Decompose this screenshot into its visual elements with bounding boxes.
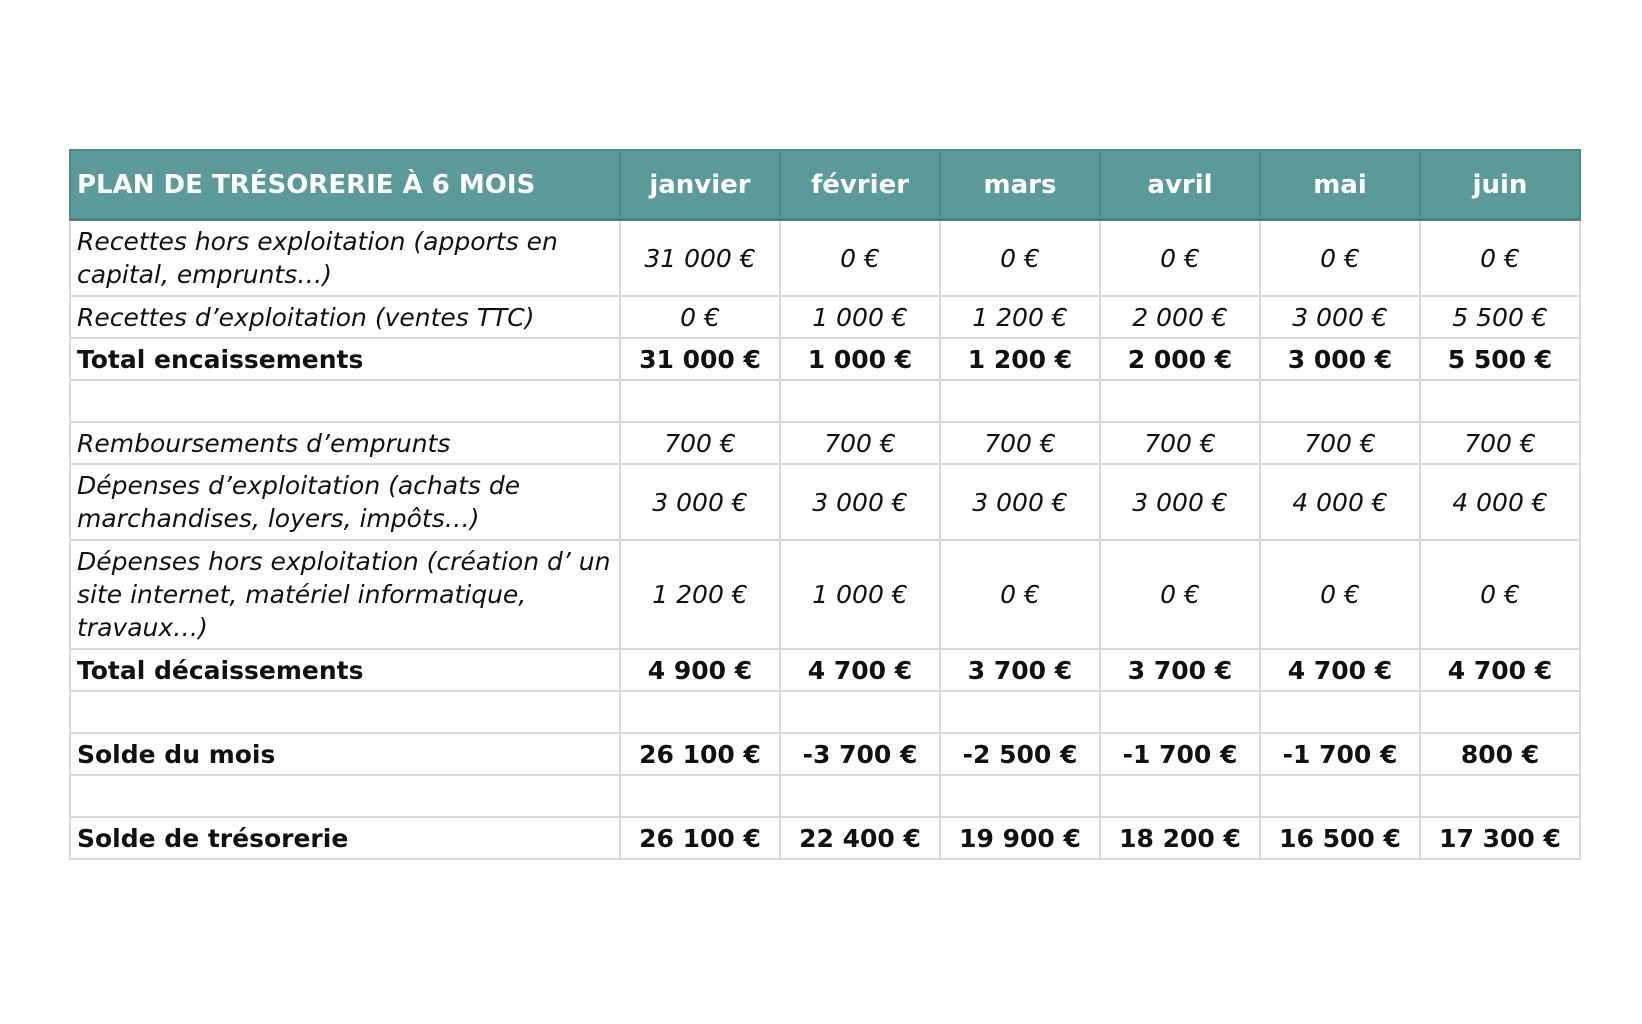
table-cell: 4 700 € <box>1420 649 1580 691</box>
table-cell: 1 000 € <box>780 296 940 338</box>
table-cell: 16 500 € <box>1260 817 1420 859</box>
table-cell: 22 400 € <box>780 817 940 859</box>
header-row <box>70 150 1580 220</box>
table-cell: 700 € <box>780 422 940 464</box>
row-label <box>70 775 620 817</box>
table-cell: 3 000 € <box>1260 296 1420 338</box>
row-label: Recettes d’exploitation (ventes TTC) <box>70 296 620 338</box>
row-spacer <box>70 380 1580 422</box>
row-recettes-exploitation <box>70 296 1580 338</box>
month-header-mai: mai <box>1260 150 1420 220</box>
table-cell: -1 700 € <box>1100 733 1260 775</box>
table-cell: 3 000 € <box>620 464 780 540</box>
table-cell <box>1260 380 1420 422</box>
month-header-janvier: janvier <box>620 150 780 220</box>
row-label: Dépenses hors exploitation (création d’ un site internet, matériel informatique, travaux…) <box>70 540 620 649</box>
table-cell: 3 700 € <box>940 649 1100 691</box>
table-cell: 4 700 € <box>1260 649 1420 691</box>
table-cell: 700 € <box>1420 422 1580 464</box>
table-cell: 0 € <box>1100 540 1260 649</box>
row-label: Total décaissements <box>70 649 620 691</box>
table-cell: 0 € <box>1260 220 1420 297</box>
table-cell: 26 100 € <box>620 817 780 859</box>
row-depenses-hors-exploitation <box>70 540 1580 649</box>
table-cell: 2 000 € <box>1100 338 1260 380</box>
table-cell: 3 000 € <box>940 464 1100 540</box>
row-depenses-exploitation <box>70 464 1580 540</box>
table-cell <box>1100 380 1260 422</box>
row-remboursements-emprunts <box>70 422 1580 464</box>
table-cell <box>620 691 780 733</box>
table-cell: 3 000 € <box>780 464 940 540</box>
table-cell <box>1420 775 1580 817</box>
table-cell: 800 € <box>1420 733 1580 775</box>
row-label <box>70 380 620 422</box>
table-cell <box>1420 380 1580 422</box>
table-cell: -1 700 € <box>1260 733 1420 775</box>
row-total-encaissements <box>70 338 1580 380</box>
table-cell <box>780 380 940 422</box>
table-cell: 4 700 € <box>780 649 940 691</box>
month-header-juin: juin <box>1420 150 1580 220</box>
row-label: Total encaissements <box>70 338 620 380</box>
row-label: Dépenses d’exploitation (achats de marchandises, loyers, impôts…) <box>70 464 620 540</box>
table-cell: 0 € <box>1420 540 1580 649</box>
table-cell: 31 000 € <box>620 338 780 380</box>
row-label <box>70 691 620 733</box>
cash-flow-table-container <box>69 149 1580 860</box>
month-header-fevrier: février <box>780 150 940 220</box>
table-cell: 31 000 € <box>620 220 780 297</box>
table-cell: 0 € <box>940 540 1100 649</box>
table-cell <box>1100 691 1260 733</box>
table-cell: 4 000 € <box>1420 464 1580 540</box>
table-cell <box>620 775 780 817</box>
table-cell: 17 300 € <box>1420 817 1580 859</box>
table-cell: 3 700 € <box>1100 649 1260 691</box>
table-cell: 2 000 € <box>1100 296 1260 338</box>
table-cell: 0 € <box>1420 220 1580 297</box>
table-cell <box>1260 775 1420 817</box>
table-cell <box>940 775 1100 817</box>
row-label: Remboursements d’emprunts <box>70 422 620 464</box>
table-cell: 700 € <box>1100 422 1260 464</box>
table-cell: 4 900 € <box>620 649 780 691</box>
table-cell: 5 500 € <box>1420 296 1580 338</box>
table-cell <box>780 775 940 817</box>
table-cell: 1 000 € <box>780 338 940 380</box>
table-cell: -3 700 € <box>780 733 940 775</box>
table-cell: 3 000 € <box>1260 338 1420 380</box>
row-solde-du-mois <box>70 733 1580 775</box>
table-cell: 4 000 € <box>1260 464 1420 540</box>
table-cell: 3 000 € <box>1100 464 1260 540</box>
table-cell <box>620 380 780 422</box>
table-cell <box>940 691 1100 733</box>
table-cell: 0 € <box>620 296 780 338</box>
table-cell <box>1100 775 1260 817</box>
table-cell: 700 € <box>940 422 1100 464</box>
row-label: Solde de trésorerie <box>70 817 620 859</box>
table-cell: -2 500 € <box>940 733 1100 775</box>
table-cell: 1 200 € <box>940 338 1100 380</box>
row-spacer <box>70 691 1580 733</box>
table-cell: 1 200 € <box>940 296 1100 338</box>
row-solde-de-tresorerie <box>70 817 1580 859</box>
month-header-mars: mars <box>940 150 1100 220</box>
table-cell: 1 200 € <box>620 540 780 649</box>
table-cell <box>1260 691 1420 733</box>
row-spacer <box>70 775 1580 817</box>
row-total-decaissements <box>70 649 1580 691</box>
table-cell: 0 € <box>780 220 940 297</box>
table-cell: 1 000 € <box>780 540 940 649</box>
month-header-avril: avril <box>1100 150 1260 220</box>
table-cell: 0 € <box>1100 220 1260 297</box>
table-cell: 700 € <box>1260 422 1420 464</box>
table-cell: 0 € <box>1260 540 1420 649</box>
cash-flow-table <box>69 149 1581 860</box>
table-cell: 700 € <box>620 422 780 464</box>
table-cell <box>780 691 940 733</box>
row-label: Recettes hors exploitation (apports en capital, emprunts…) <box>70 220 620 297</box>
table-cell: 18 200 € <box>1100 817 1260 859</box>
table-cell: 0 € <box>940 220 1100 297</box>
table-cell <box>940 380 1100 422</box>
table-title: PLAN DE TRÉSORERIE À 6 MOIS <box>70 150 620 220</box>
row-label: Solde du mois <box>70 733 620 775</box>
table-cell: 5 500 € <box>1420 338 1580 380</box>
table-cell: 19 900 € <box>940 817 1100 859</box>
table-cell: 26 100 € <box>620 733 780 775</box>
table-cell <box>1420 691 1580 733</box>
row-recettes-hors-exploitation <box>70 220 1580 297</box>
